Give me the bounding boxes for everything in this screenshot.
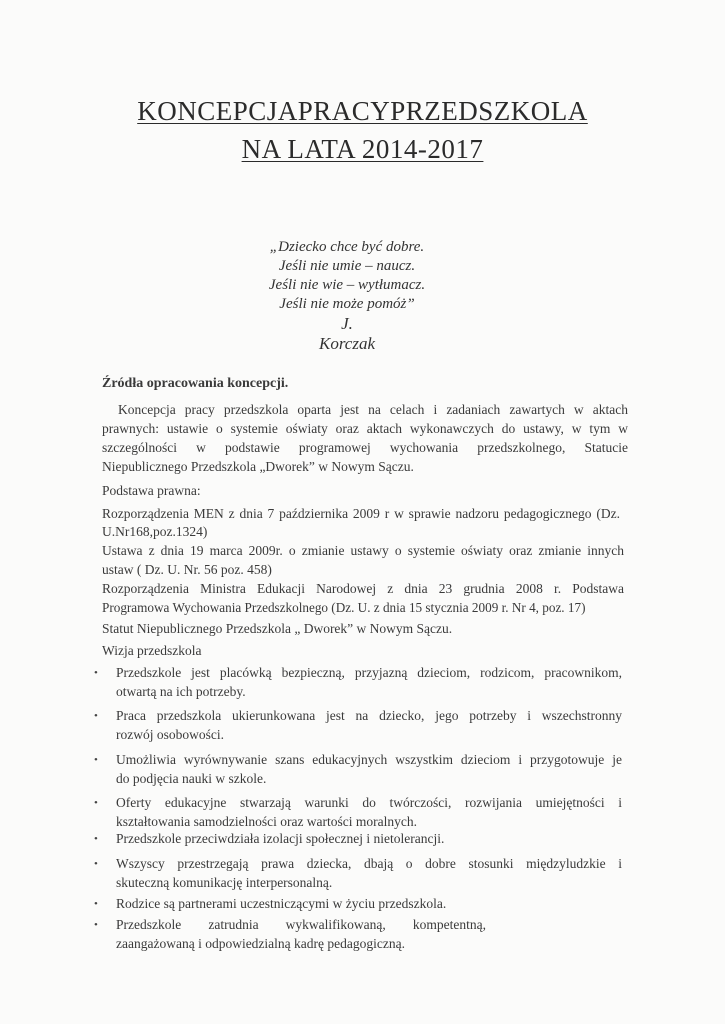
legal-item-line: Programowa Wychowania Przedszkolnego (Dz. U. z dnia 15 stycznia 2009 r. Nr 4, poz. 17) <box>102 600 586 615</box>
quote-author-surname: Korczak <box>318 334 376 353</box>
intro-line: Koncepcja pracy przedszkola oparta jest na celach i zadaniach zawartych w aktach <box>118 402 628 417</box>
bullet-icon: • <box>94 919 98 931</box>
vision-item-line: Umożliwia wyrównywanie szans edukacyjnych wszystkim dzieciom i przygotowuje je <box>116 752 622 767</box>
vision-heading: Wizja przedszkola <box>102 643 202 658</box>
legal-item-line: U.Nr168,poz.1324) <box>102 524 208 539</box>
quote-author-initial: J. <box>341 314 353 333</box>
bullet-icon: • <box>94 833 98 845</box>
legal-item-line: Statut Niepublicznego Przedszkola „ Dworek” w Nowym Sączu. <box>102 621 453 636</box>
quote-line: Jeśli nie może pomóż” <box>279 296 415 312</box>
vision-item-line: do podjęcia nauki w szkole. <box>116 771 267 786</box>
bullet-icon: • <box>94 858 98 870</box>
vision-item-line: Przedszkole jest placówką bezpieczną, przyjazną dzieciom, rodzicom, pracownikom, <box>116 665 622 680</box>
vision-item-line: Przedszkole zatrudnia wykwalifikowaną, kompetentną, <box>116 917 486 932</box>
quote-line: „Dziecko chce być dobre. <box>269 239 425 255</box>
bullet-icon: • <box>94 898 98 910</box>
vision-item-line: kształtowania samodzielności oraz wartości moralnych. <box>116 814 418 829</box>
vision-item-line: otwartą na ich potrzeby. <box>116 684 246 699</box>
bullet-icon: • <box>94 710 98 722</box>
document-title-line-2: NA LATA 2014-2017 <box>241 134 484 164</box>
bullet-icon: • <box>94 797 98 809</box>
quote-line: Jeśli nie wie – wytłumacz. <box>268 277 426 293</box>
vision-item-line: Przedszkole przeciwdziała izolacji społecznej i nietolerancji. <box>116 831 445 846</box>
vision-item-line: Praca przedszkola ukierunkowana jest na dziecko, jego potrzeby i wszechstronny <box>116 708 622 723</box>
legal-item-line: ustaw ( Dz. U. Nr. 56 poz. 458) <box>102 562 272 577</box>
vision-item-line: zaangażowaną i odpowiedzialną kadrę pedagogiczną. <box>116 936 405 951</box>
korczak-quote <box>232 238 462 354</box>
bullet-icon: • <box>94 667 98 679</box>
legal-item-line: Rozporządzenia MEN z dnia 7 października 2009 r w sprawie nadzoru pedagogicznego (Dz. <box>102 506 620 521</box>
intro-line: szczególności w podstawie programowej wychowania przedszkolnego, Statucie <box>102 440 628 455</box>
vision-item-line: skuteczną komunikację interpersonalną. <box>116 875 333 890</box>
intro-line: prawnych: ustawie o systemie oświaty oraz aktach wykonawczych do ustawy, w tym w <box>102 421 628 436</box>
intro-line: Niepublicznego Przedszkola „Dworek” w Nowym Sączu. <box>102 459 414 474</box>
document-title-line-1: KONCEPCJAPRACYPRZEDSZKOLA <box>137 96 588 126</box>
legal-basis-heading: Podstawa prawna: <box>102 483 201 498</box>
vision-item-line: Wszyscy przestrzegają prawa dziecka, dbają o dobre stosunki międzyludzkie i <box>116 856 622 871</box>
bullet-icon: • <box>94 754 98 766</box>
sources-heading: Źródła opracowania koncepcji. <box>102 376 289 391</box>
vision-item-line: Rodzice są partnerami uczestniczącymi w życiu przedszkola. <box>116 896 447 911</box>
quote-line: Jeśli nie umie – naucz. <box>278 258 416 274</box>
vision-item-line: Oferty edukacyjne stwarzają warunki do twórczości, rozwijania umiejętności i <box>116 795 622 810</box>
legal-item-line: Rozporządzenia Ministra Edukacji Narodowej z dnia 23 grudnia 2008 r. Podstawa <box>102 581 624 596</box>
vision-item-line: rozwój osobowości. <box>116 727 224 742</box>
legal-item-line: Ustawa z dnia 19 marca 2009r. o zmianie ustawy o systemie oświaty oraz zmianie innych <box>102 543 624 558</box>
